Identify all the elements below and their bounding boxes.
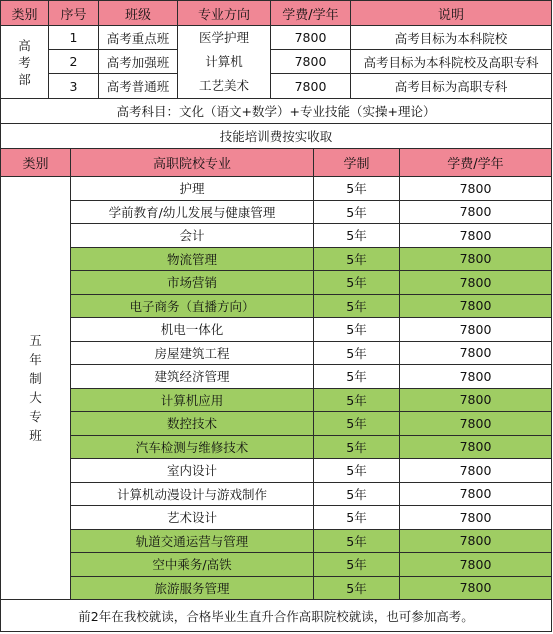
fee-value: 7800	[400, 318, 552, 342]
category-char: 制	[29, 371, 42, 386]
term-value: 5年	[314, 365, 400, 389]
header-category: 类别	[1, 1, 49, 26]
five-year-college-table	[0, 148, 552, 632]
class-name: 高考重点班	[99, 26, 178, 50]
header-fee: 学费/学年	[271, 1, 351, 26]
fee-value: 7800	[400, 459, 552, 483]
major-name: 机电一体化	[71, 318, 314, 342]
gaokao-header-row	[1, 1, 552, 26]
term-value: 5年	[314, 412, 400, 436]
fee-value: 7800	[400, 247, 552, 271]
class-name: 高考加强班	[99, 50, 178, 74]
row-number: 3	[49, 74, 99, 99]
term-value: 5年	[314, 177, 400, 201]
table-row	[1, 200, 552, 224]
major-name: 数控技术	[71, 412, 314, 436]
description: 高考目标为高职专科	[351, 74, 552, 99]
category-char: 考	[18, 54, 31, 70]
table-row	[1, 224, 552, 248]
subjects-note-row	[1, 99, 552, 124]
fee-value: 7800	[400, 177, 552, 201]
major-name: 物流管理	[71, 247, 314, 271]
header-class: 班级	[99, 1, 178, 26]
fee-value: 7800	[400, 506, 552, 530]
table-row	[1, 576, 552, 600]
category-five-year-label	[1, 331, 70, 445]
major-name: 轨道交通运营与管理	[71, 529, 314, 553]
class-name: 高考普通班	[99, 74, 178, 99]
gaokao-table	[0, 0, 552, 149]
major-name: 会计	[71, 224, 314, 248]
table-row	[1, 74, 552, 99]
major-direction-item: 工艺美术	[198, 78, 249, 93]
description: 高考目标为本科院校及高职专科	[351, 50, 552, 74]
table-row	[1, 26, 552, 50]
table-row	[1, 412, 552, 436]
category-char: 年	[29, 352, 42, 367]
category-gaokao-label	[1, 37, 48, 88]
fee-value: 7800	[400, 576, 552, 600]
major-name: 市场营销	[71, 271, 314, 295]
table-row	[1, 435, 552, 459]
major-name: 电子商务（直播方向）	[71, 294, 314, 318]
term-value: 5年	[314, 553, 400, 577]
term-value: 5年	[314, 271, 400, 295]
table-row	[1, 50, 552, 74]
major-name: 护理	[71, 177, 314, 201]
table-row	[1, 482, 552, 506]
category-char: 高	[18, 37, 31, 53]
table-row	[1, 365, 552, 389]
fee-value: 7800	[400, 341, 552, 365]
footer-note: 前2年在我校就读，合格毕业生直升合作高职院校就读，也可参加高考。	[1, 600, 552, 632]
table-row	[1, 177, 552, 201]
major-name: 学前教育/幼儿发展与健康管理	[71, 200, 314, 224]
training-fee-note: 技能培训费按实收取	[1, 124, 552, 149]
table-row	[1, 271, 552, 295]
table-row	[1, 318, 552, 342]
major-direction-item: 计算机	[205, 54, 243, 69]
training-note-row	[1, 124, 552, 149]
major-name: 空中乘务/高铁	[71, 553, 314, 577]
major-name: 计算机动漫设计与游戏制作	[71, 482, 314, 506]
header-description: 说明	[351, 1, 552, 26]
term-value: 5年	[314, 388, 400, 412]
major-direction-item: 医学护理	[198, 30, 249, 45]
category-char: 专	[29, 409, 42, 424]
footer-row	[1, 600, 552, 632]
fee-value: 7800	[400, 294, 552, 318]
five-year-header-row	[1, 149, 552, 177]
category-char: 部	[18, 71, 31, 87]
term-value: 5年	[314, 529, 400, 553]
term-value: 5年	[314, 294, 400, 318]
header-term: 学制	[314, 149, 400, 177]
category-char: 大	[29, 390, 42, 405]
header-college-major: 高职院校专业	[71, 149, 314, 177]
term-value: 5年	[314, 224, 400, 248]
term-value: 5年	[314, 318, 400, 342]
category-five-year	[1, 177, 71, 600]
category-char: 班	[29, 428, 42, 443]
table-row	[1, 294, 552, 318]
fee-value: 7800	[400, 529, 552, 553]
major-name: 建筑经济管理	[71, 365, 314, 389]
fee-value: 7800	[400, 553, 552, 577]
header-fee: 学费/学年	[400, 149, 552, 177]
major-name: 艺术设计	[71, 506, 314, 530]
table-row	[1, 388, 552, 412]
term-value: 5年	[314, 506, 400, 530]
fee-value: 7800	[271, 26, 351, 50]
term-value: 5年	[314, 200, 400, 224]
term-value: 5年	[314, 341, 400, 365]
fee-value: 7800	[271, 50, 351, 74]
term-value: 5年	[314, 435, 400, 459]
fee-value: 7800	[400, 224, 552, 248]
fee-value: 7800	[400, 200, 552, 224]
category-char: 五	[29, 333, 42, 348]
fee-value: 7800	[400, 271, 552, 295]
term-value: 5年	[314, 576, 400, 600]
major-name: 旅游服务管理	[71, 576, 314, 600]
fee-value: 7800	[271, 74, 351, 99]
table-row	[1, 341, 552, 365]
header-number: 序号	[49, 1, 99, 26]
table-row	[1, 459, 552, 483]
fee-value: 7800	[400, 482, 552, 506]
row-number: 1	[49, 26, 99, 50]
term-value: 5年	[314, 247, 400, 271]
major-name: 房屋建筑工程	[71, 341, 314, 365]
header-major-direction: 专业方向	[178, 1, 271, 26]
fee-value: 7800	[400, 435, 552, 459]
row-number: 2	[49, 50, 99, 74]
fee-value: 7800	[400, 388, 552, 412]
table-row	[1, 553, 552, 577]
major-name: 计算机应用	[71, 388, 314, 412]
term-value: 5年	[314, 482, 400, 506]
major-name: 室内设计	[71, 459, 314, 483]
major-name: 汽车检测与维修技术	[71, 435, 314, 459]
major-directions	[178, 26, 271, 99]
term-value: 5年	[314, 459, 400, 483]
category-gaokao	[1, 26, 49, 99]
fee-value: 7800	[400, 412, 552, 436]
five-year-rows	[1, 177, 552, 600]
description: 高考目标为本科院校	[351, 26, 552, 50]
table-row	[1, 529, 552, 553]
subjects-note: 高考科目：文化（语文+数学）+专业技能（实操+理论）	[1, 99, 552, 124]
fee-value: 7800	[400, 365, 552, 389]
header-category: 类别	[1, 149, 71, 177]
table-row	[1, 506, 552, 530]
table-row	[1, 247, 552, 271]
